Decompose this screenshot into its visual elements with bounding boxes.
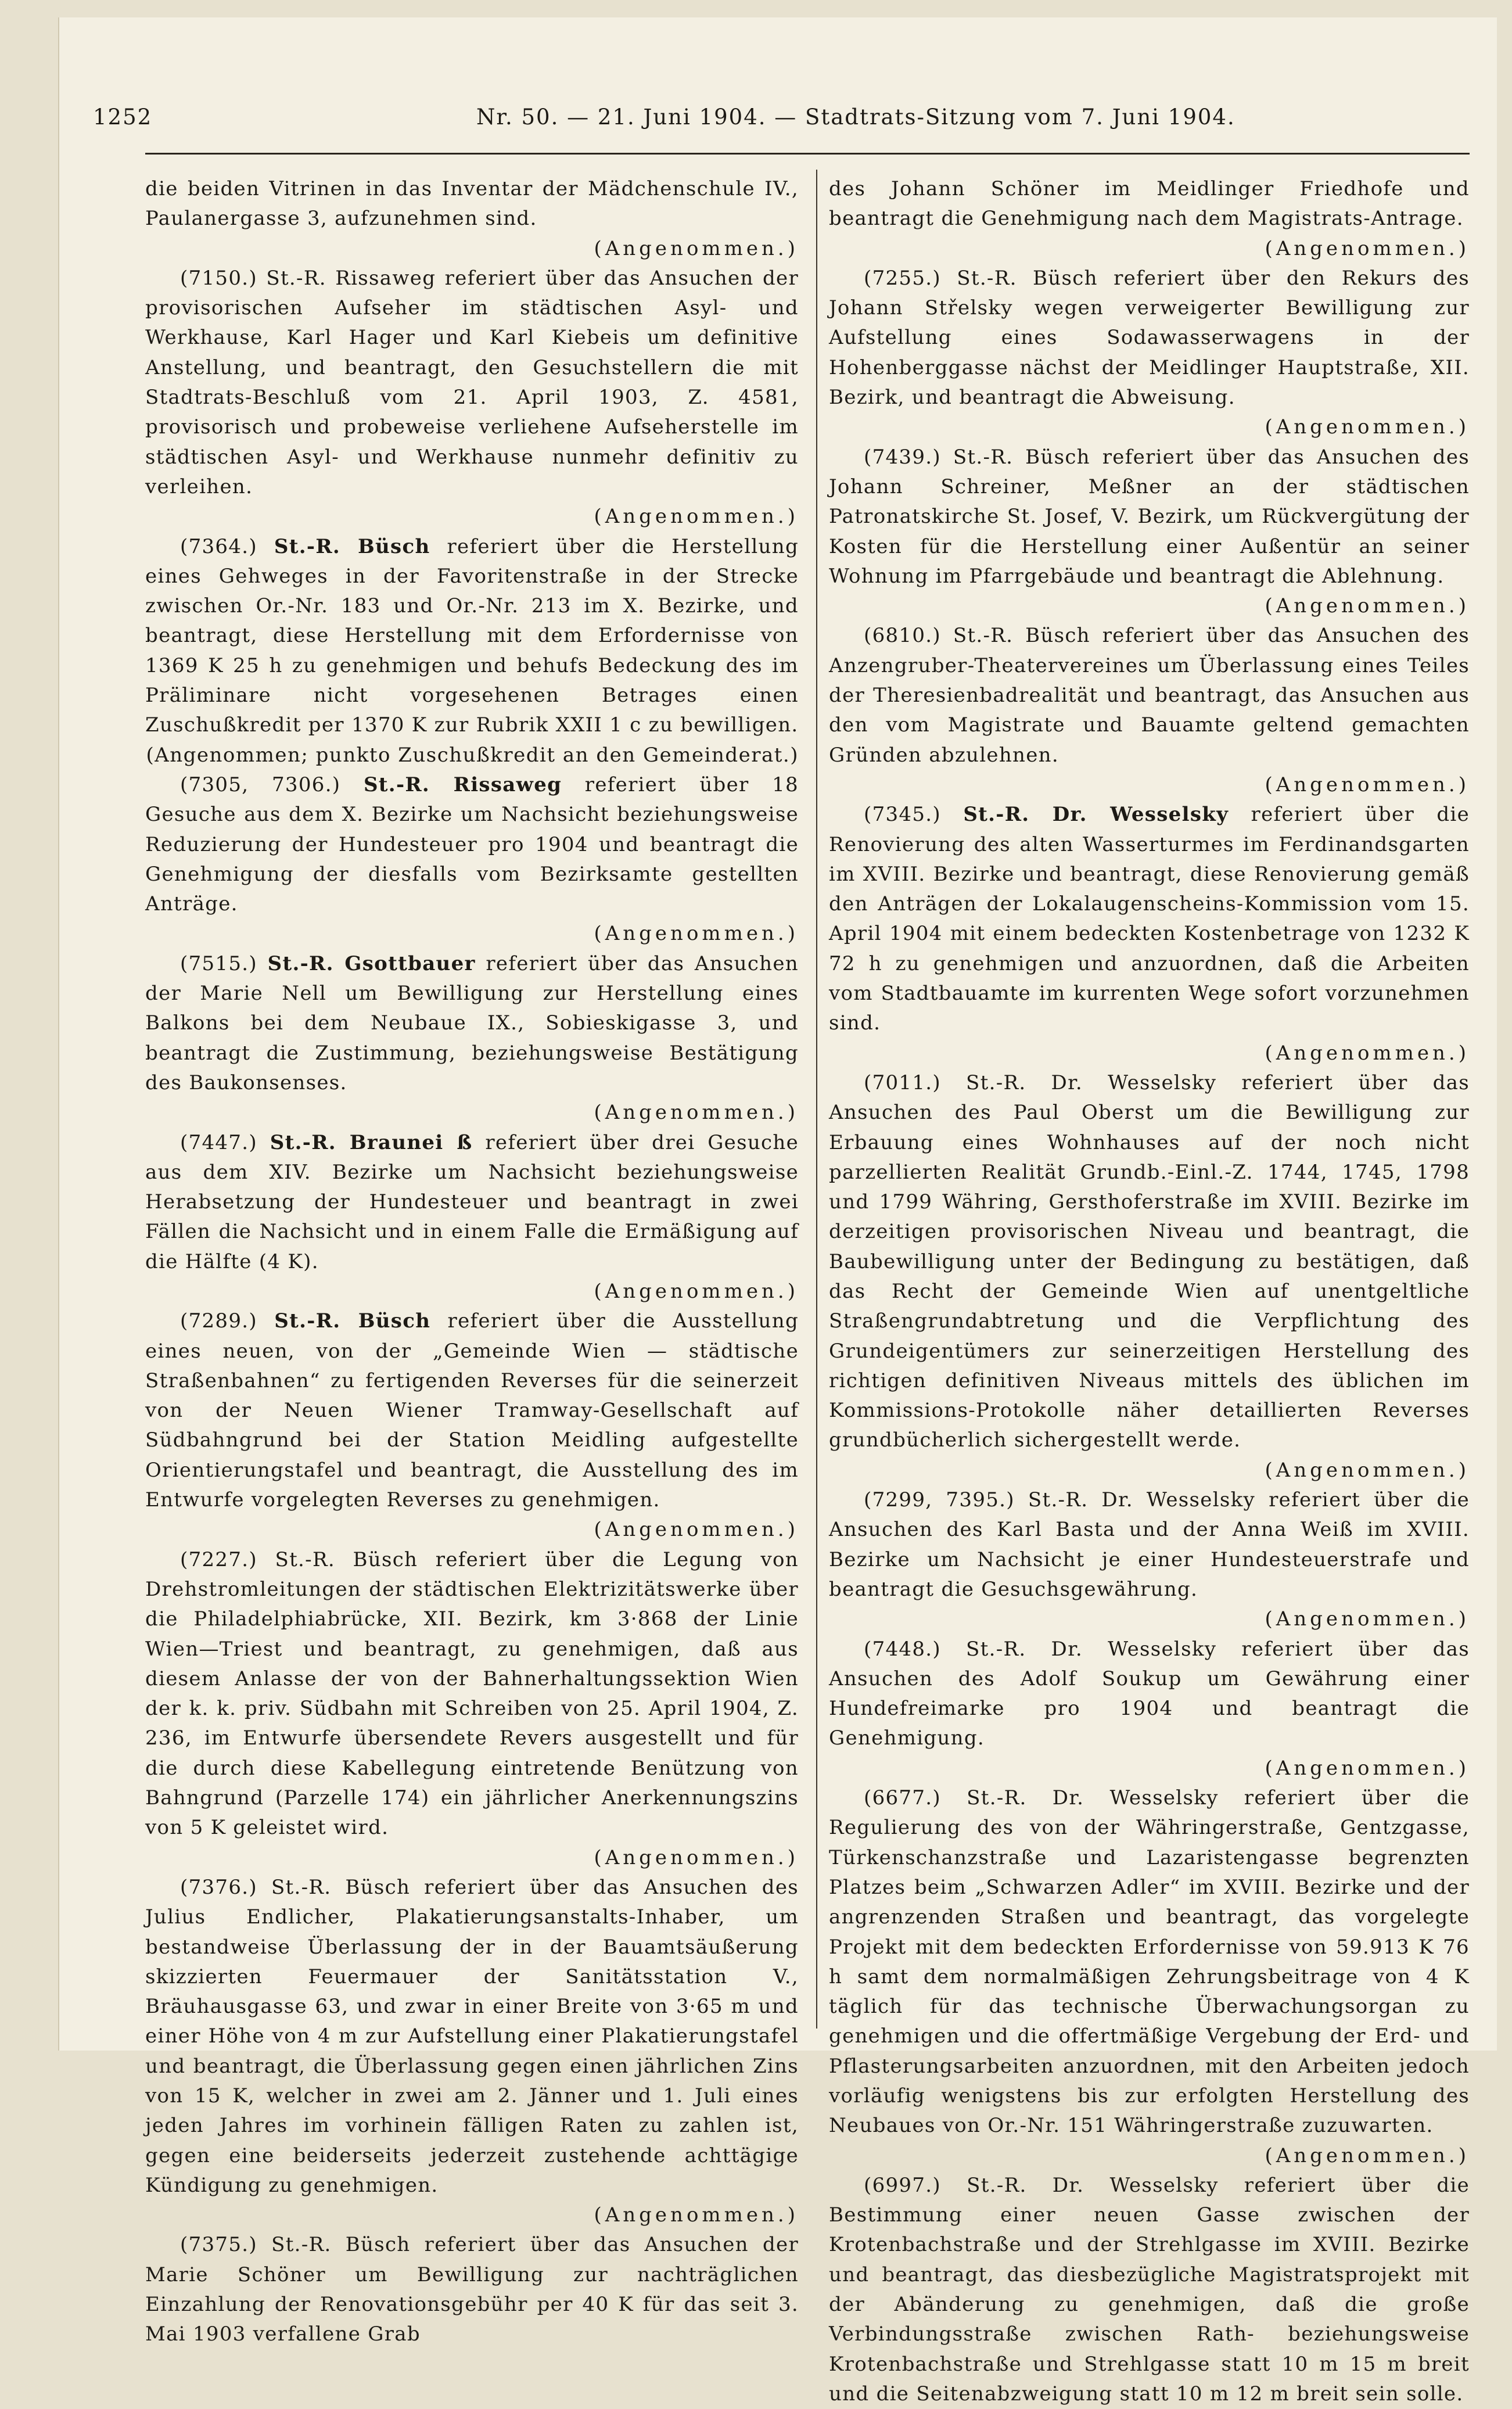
entry-status: (Angenommen.) — [594, 1846, 799, 1869]
entry-status: (Angenommen.) — [1265, 2144, 1470, 2167]
entry-paragraph: (7299, 7395.) St.-R. Dr. Wesselsky referiert über die Ansuchen des Karl Basta und der Anna Weiß im XVIII. Bezirke um Nachsicht je einer Hundesteuerstrafe und beantragt die Gesuchsgewährung. — [829, 1488, 1470, 1601]
entry-paragraph: (7255.) St.-R. Büsch referiert über den Rekurs des Johann Střelsky wegen verweigerter Bewilligung zur Aufstellung eines Sodawasserwagens in der Hohenberggasse nächst der Meidlinger Hauptstraße, XII. Bezirk, und beantragt die Abweisung. — [829, 266, 1470, 410]
issue-line: Nr. 50. — 21. Juni 1904. — Stadtrats-Sitzung vom 7. Juni 1904. — [476, 105, 1236, 130]
entry-paragraph: (7447.) St.-R. Braunei ß referiert über drei Gesuche aus dem XIV. Bezirke um Nachsicht beziehungsweise Herabsetzung der Hundesteuer und beantragt in zwei Fällen die Nachsicht und in einem Falle die Ermäßigung auf die Hälfte (4 K). — [145, 1130, 799, 1273]
entry-paragraph: (7515.) St.-R. Gsottbauer referiert über das Ansuchen der Marie Nell um Bewilligung zur Herstellung eines Balkons bei dem Neubaue IX., Sobieskigasse 3, und beantragt die Zustimmung, beziehungsweise Bestätigung des Baukonsenses. — [145, 952, 799, 1094]
entry-status: (Angenommen.) — [594, 1279, 799, 1303]
entry-status: (Angenommen.) — [1265, 1756, 1470, 1780]
entry-paragraph: (7289.) St.-R. Büsch referiert über die Ausstellung eines neuen, von der „Gemeinde Wien — städtische Straßenbahnen“ zu fertigenden Reverses für die seinerzeit von der Neuen Wiener Tramway-Gesellschaft auf Südbahngrund bei der Station Meidling aufgestellte Orientierungstafel und beantragt, die Ausstellung des im Entwurfe vorgelegten Reverses zu genehmigen. — [145, 1309, 799, 1512]
entry-paragraph: (7439.) St.-R. Büsch referiert über das Ansuchen des Johann Schreiner, Meßner an der städtischen Patronatskirche St. Josef, V. Bezirk, um Rückvergütung der Kosten für die Herstellung einer Außentür an seiner Wohnung im Pfarrgebäude und beantragt die Ablehnung. — [829, 445, 1470, 588]
entry-paragraph: (7011.) St.-R. Dr. Wesselsky referiert über das Ansuchen des Paul Oberst um die Bewilligung zur Erbauung eines Wohnhauses auf der noch nicht parzellierten Realität Grundb.-Einl.-Z. 1744, 1745, 1798 und 1799 Währing, Gersthoferstraße im XVIII. Bezirke im derzeitigen provisorischen Niveau und beantragt, die Baubewilligung unter der Bedingung zu bestätigen, daß das Recht der Gemeinde Wien auf unentgeltliche Straßengrundabtretung und die Verpflichtung des Grundeigentümers zur seinerzeitigen Herstellung des richtigen definitiven Niveaus mittels des üblichen im Kommissions-Protokolle näher detaillierten Reverses grundbücherlich sichergestellt werde. — [829, 1071, 1470, 1452]
entry-status: (Angenommen.) — [594, 505, 799, 529]
entry-status: (Angenommen.) — [594, 236, 799, 260]
entry-paragraph: (6810.) St.-R. Büsch referiert über das Ansuchen des Anzengruber-Theatervereines um Überlassung eines Teiles der Theresienbadrealität und beantragt, das Ansuchen aus den vom Magistrate und Bauamte geltend gemachten Gründen abzulehnen. — [829, 624, 1470, 767]
entry-paragraph: (7375.) St.-R. Büsch referiert über das Ansuchen der Marie Schöner um Bewilligung zur nachträglichen Einzahlung der Renovationsgebühr per 40 K für das seit 3. Mai 1903 verfallene Grab — [145, 2233, 799, 2346]
left-column — [145, 174, 799, 2350]
entry-paragraph: (7305, 7306.) St.-R. Rissaweg referiert über 18 Gesuche aus dem X. Bezirke um Nachsicht beziehungsweise Reduzierung der Hundesteuer pro 1904 und beantragt die Genehmigung der diesfalls vom Bezirksamte gestellten Anträge. — [145, 773, 799, 916]
entry-paragraph: die beiden Vitrinen in das Inventar der Mädchenschule IV., Paulanergasse 3, aufzunehmen sind. — [145, 177, 799, 231]
right-column — [829, 174, 1470, 2409]
entry-status: (Angenommen.) — [1265, 415, 1470, 439]
entry-status: (Angenommen.) — [594, 922, 799, 946]
entry-status: (Angenommen.) — [1265, 594, 1470, 618]
entry-paragraph: (7376.) St.-R. Büsch referiert über das Ansuchen des Julius Endlicher, Plakatierungsanstalts-Inhaber, um bestandweise Überlassung der in der Bauamtsäußerung skizzierten Feuermauer der Sanitätsstation V., Bräuhausgasse 63, und zwar in einer Breite von 3·65 m und einer Höhe von 4 m zur Aufstellung einer Plakatierungstafel und beantragt, die Überlassung gegen einen jährlichen Zins von 15 K, welcher in zwei am 2. Jänner und 1. Juli eines jeden Jahres im vorhinein fälligen Raten zu zahlen ist, gegen eine beiderseits jederzeit zustehende achttägige Kündigung zu genehmigen. — [145, 1875, 799, 2197]
page-header — [93, 105, 1470, 139]
entry-status: (Angenommen.) — [594, 1101, 799, 1125]
entry-paragraph: des Johann Schöner im Meidlinger Friedhofe und beantragt die Genehmigung nach dem Magistrats-Antrage. — [829, 177, 1470, 231]
entry-status: (Angenommen.) — [1265, 1607, 1470, 1631]
entry-status: (Angenommen.) — [594, 2203, 799, 2227]
entry-status: (Angenommen.) — [1265, 236, 1470, 260]
entry-status: (Angenommen.) — [1265, 773, 1470, 796]
entry-paragraph: (6997.) St.-R. Dr. Wesselsky referiert über die Bestimmung einer neuen Gasse zwischen der Krotenbachstraße und der Strehlgasse im XVIII. Bezirke und beantragt, das diesbezügliche Magistratsprojekt mit der Abänderung zu genehmigen, daß die große Verbindungsstraße zwischen Rath- beziehungsweise Krotenbachstraße und Strehlgasse statt 10 m 15 m breit und die Seitenabzweigung statt 10 m 12 m breit sein solle. — [829, 2173, 1470, 2406]
entry-paragraph: (7345.) St.-R. Dr. Wesselsky referiert über die Renovierung des alten Wasserturmes im Ferdinandsgarten im XVIII. Bezirke und beantragt, diese Renovierung gemäß den Anträgen der Lokalaugenscheins-Kommission vom 15. April 1904 mit einem bedeckten Kostenbetrage von 1232 K 72 h zu genehmigen und anzuordnen, daß die Arbeiten vom Stadtbauamte im kurrenten Wege sofort vorzunehmen sind. — [829, 803, 1470, 1035]
entry-paragraph: (7448.) St.-R. Dr. Wesselsky referiert über das Ansuchen des Adolf Soukup um Gewährung einer Hundefreimarke pro 1904 und beantragt die Genehmigung. — [829, 1637, 1470, 1750]
entry-status: (Angenommen.) — [594, 1518, 799, 1542]
entry-status: (Angenommen; punkto Zuschußkredit an den Gemeinderat.) — [146, 743, 799, 767]
entry-status: (Angenommen.) — [1265, 1458, 1470, 1482]
entry-paragraph: (6677.) St.-R. Dr. Wesselsky referiert über die Regulierung des von der Währingerstraße, Gentzgasse, Türkenschanzstraße und Lazaristengasse begrenzten Platzes beim „Schwarzen Adler“ im XVIII. Bezirke und der angrenzenden Straßen und beantragt, das vorgelegte Projekt mit dem bedeckten Erfordernisse von 59.913 K 76 h samt dem normalmäßigen Zehrungsbeitrage von 4 K täglich für das technische Überwachungsorgan zu genehmigen und die offertmäßige Vergebung der Erd- und Pflasterungsarbeiten anzuordnen, mit den Arbeiten jedoch vorläufig wenigstens bis zur erfolgten Herstellung des Neubaues von Or.-Nr. 151 Währingerstraße zuzuwarten. — [829, 1786, 1470, 2138]
entry-status: (Angenommen.) — [1265, 1041, 1470, 1065]
page-number: 1252 — [93, 105, 153, 130]
header-rule — [145, 153, 1470, 155]
entry-paragraph: (7364.) St.-R. Büsch referiert über die Herstellung eines Gehweges in der Favoritenstraße in der Strecke zwischen Or.-Nr. 183 und Or.-Nr. 213 im X. Bezirke, und beantragt, diese Herstellung mit dem Erfordernisse von 1369 K 25 h zu genehmigen und behufs Bedeckung des im Präliminare nicht vorgesehenen Betrages einen Zuschußkredit per 1370 K zur Rubrik XXII 1 c zu bewilligen. — [145, 534, 799, 737]
entry-paragraph: (7227.) St.-R. Büsch referiert über die Legung von Drehstromleitungen der städtischen Elektrizitätswerke über die Philadelphiabrücke, XII. Bezirk, km 3·868 der Linie Wien—Triest und beantragt, zu genehmigen, daß aus diesem Anlasse der von der Bahnerhaltungssektion Wien der k. k. priv. Südbahn mit Schreiben von 25. April 1904, Z. 236, im Entwurfe übersendete Revers ausgestellt und für die durch diese Kabellegung eintretende Benützung von Bahngrund (Parzelle 174) ein jährlicher Anerkennungszins von 5 K geleistet wird. — [145, 1548, 799, 1840]
entry-paragraph: (7150.) St.-R. Rissaweg referiert über das Ansuchen der provisorischen Aufseher im städtischen Asyl- und Werkhause, Karl Hager und Karl Kiebeis um definitive Anstellung, und beantragt, den Gesuchstellern die mit Stadtrats-Beschluß vom 21. April 1903, Z. 4581, provisorisch und probeweise verliehene Aufseherstelle im städtischen Asyl- und Werkhause nunmehr definitiv zu verleihen. — [145, 266, 799, 498]
column-divider — [816, 170, 817, 2029]
